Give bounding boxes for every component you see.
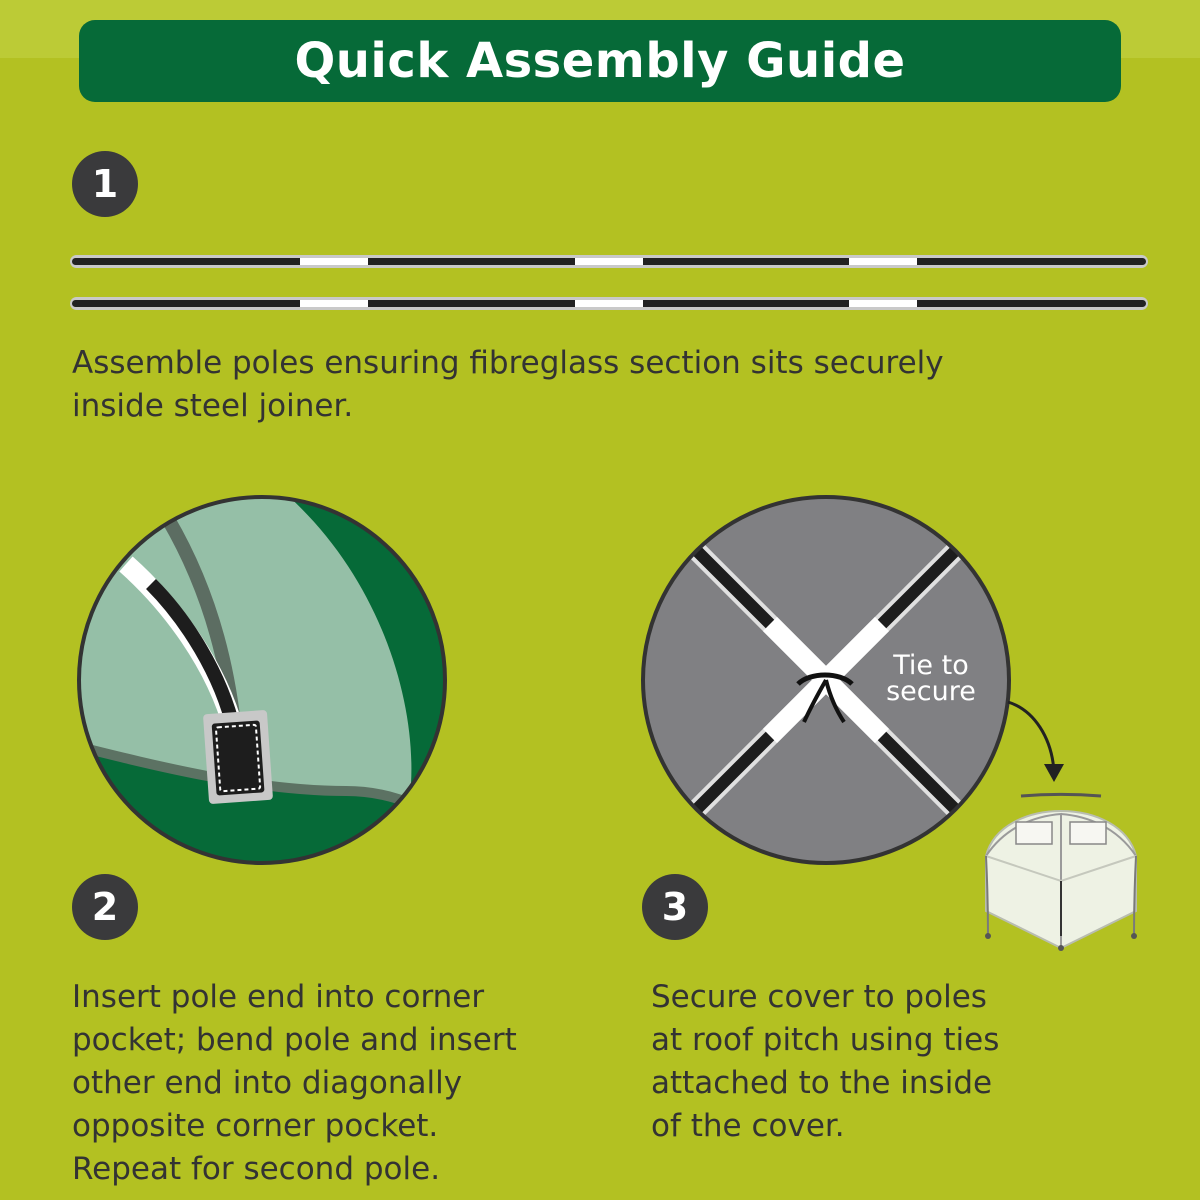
step-1-text: Assemble poles ensuring fibreglass section sits securely inside steel joiner.: [72, 345, 944, 424]
step-3-text: Secure cover to poles at roof pitch using ties attached to the inside of the cover.: [651, 979, 1000, 1144]
tie-callout-line-1: Tie to: [893, 650, 969, 681]
roof-tie-illustration: [640, 494, 1012, 866]
pole-2: [70, 297, 1148, 310]
step-2-text: Insert pole end into corner pocket; bend pole and insert other end into diagonally opposite corner pocket. Repeat for second pole.: [72, 979, 517, 1187]
page-title: Quick Assembly Guide: [294, 33, 906, 89]
step-3-badge: [642, 874, 708, 940]
step-3-number: 3: [661, 885, 689, 929]
corner-pocket-illustration: [76, 494, 448, 866]
tie-callout-line-2: secure: [886, 676, 976, 707]
greenhouse-icon: [976, 786, 1146, 956]
pole-1: [70, 255, 1148, 268]
step-1-number: 1: [91, 162, 119, 206]
step-2-number: 2: [91, 885, 119, 929]
step-2-badge: [72, 874, 138, 940]
callout-arrow: [1004, 698, 1084, 788]
